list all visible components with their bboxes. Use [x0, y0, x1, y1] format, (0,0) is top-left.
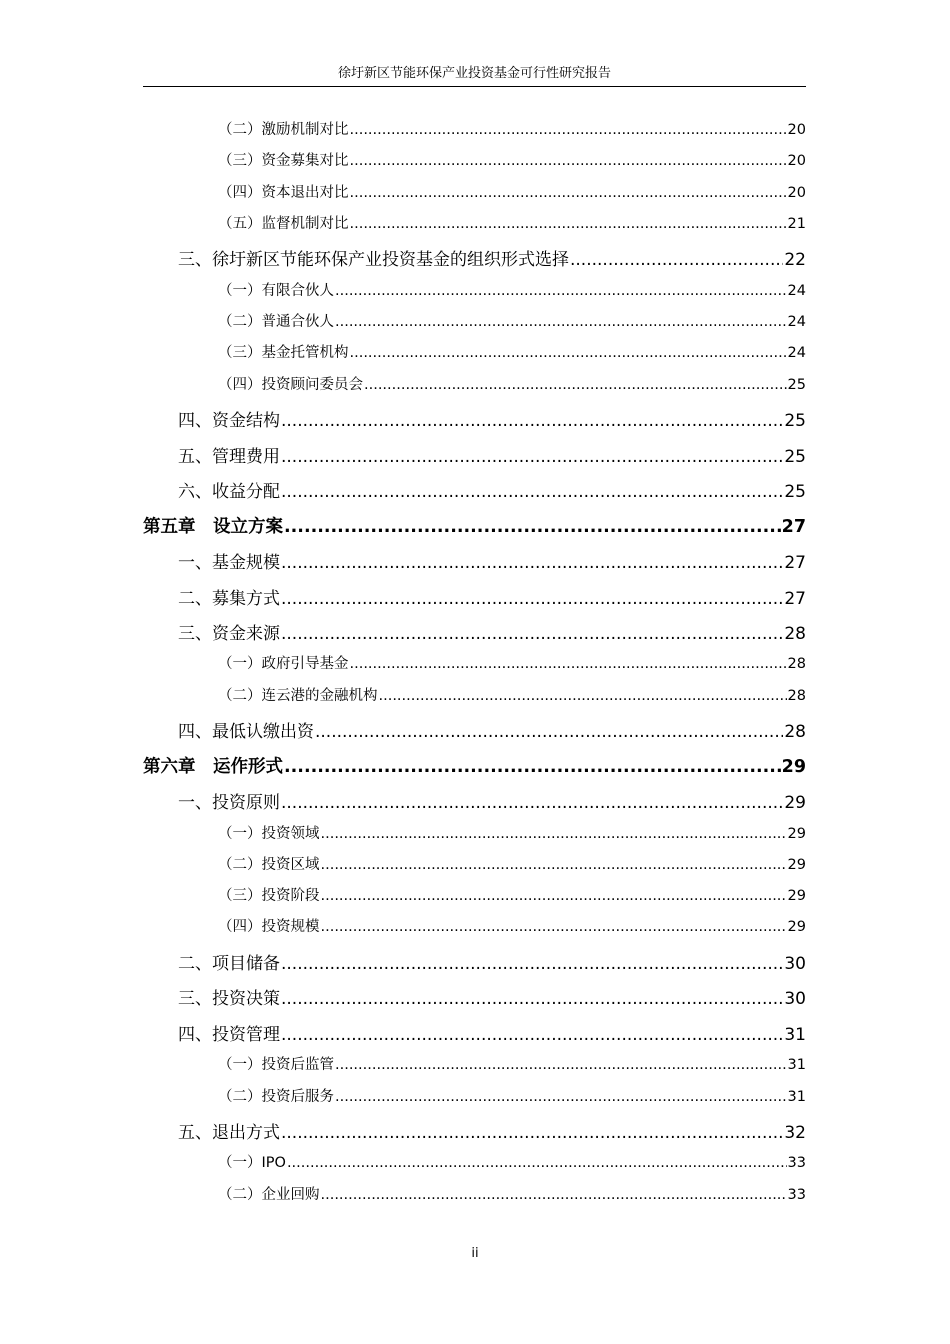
toc-entry-page: 29: [787, 856, 806, 873]
page-number: ii: [471, 1246, 479, 1261]
toc-entry[interactable]: [178, 1020, 806, 1045]
toc-entry-page: 30: [784, 953, 806, 974]
toc-entry-page: 29: [787, 888, 806, 905]
toc-leader-dots: [281, 954, 783, 974]
toc-leader-dots: [281, 553, 783, 573]
toc-entry-page: 31: [787, 1057, 806, 1074]
toc-entry-label: 二、项目储备: [178, 953, 280, 974]
toc-leader-dots: [350, 153, 787, 169]
toc-entry-label: （四）资本退出对比: [218, 184, 349, 201]
report-title: 徐圩新区节能环保产业投资基金可行性研究报告: [337, 66, 611, 81]
toc-entry-label: 三、投资决策: [178, 989, 280, 1010]
toc-entry-label: 五、退出方式: [178, 1122, 280, 1143]
toc-entry-page: 27: [784, 553, 806, 573]
toc-entry-page: 29: [784, 793, 806, 814]
toc-entry-label: （一）IPO: [218, 1155, 286, 1172]
toc-leader-dots: [281, 1123, 783, 1143]
toc-entry-label: 二、募集方式: [178, 588, 280, 609]
toc-entry-page: 24: [787, 345, 806, 362]
toc-entry[interactable]: [218, 373, 806, 394]
toc-leader-dots: [321, 826, 787, 842]
toc-entry-page: 22: [784, 250, 806, 271]
toc-leader-dots: [281, 624, 783, 644]
toc-entry-label: 三、资金来源: [178, 624, 280, 644]
toc-entry[interactable]: [218, 118, 806, 139]
toc-entry-page: 25: [784, 446, 806, 467]
toc-entry[interactable]: [218, 1151, 806, 1172]
toc-entry-page: 33: [787, 1186, 806, 1203]
toc-leader-dots: [281, 989, 783, 1009]
toc-entry-label: （三）投资阶段: [218, 888, 320, 905]
toc-entry-label: 六、收益分配: [178, 482, 280, 502]
toc-entry-page: 27: [784, 588, 806, 609]
toc-leader-dots: [364, 377, 787, 393]
toc-leader-dots: [335, 1089, 787, 1105]
toc-entry[interactable]: [143, 513, 806, 538]
toc-leader-dots: [281, 411, 783, 431]
toc-leader-dots: [315, 722, 783, 742]
toc-entry[interactable]: [218, 1183, 806, 1204]
toc-entry-page: 20: [787, 122, 806, 138]
toc-entry-label: （三）资金募集对比: [218, 153, 349, 170]
toc-entry-label: 一、投资原则: [178, 793, 280, 814]
toc-entry[interactable]: [143, 753, 806, 778]
toc-entry-page: 31: [784, 1024, 806, 1045]
toc-leader-dots: [570, 250, 783, 270]
toc-entry-page: 30: [784, 989, 806, 1010]
toc-leader-dots: [281, 589, 783, 609]
toc-entry[interactable]: [178, 548, 806, 573]
toc-entry[interactable]: [178, 245, 806, 270]
toc-entry-page: 24: [787, 282, 806, 299]
toc-entry-page: 28: [784, 624, 806, 644]
toc-entry-page: 29: [787, 919, 806, 936]
toc-entry[interactable]: [218, 310, 806, 331]
toc-entry[interactable]: [218, 684, 806, 705]
toc-entry-page: 20: [787, 153, 806, 170]
toc-leader-dots: [321, 919, 787, 935]
toc-entry[interactable]: [218, 212, 806, 233]
toc-leader-dots: [284, 757, 781, 777]
toc-leader-dots: [287, 1155, 787, 1171]
toc-entry[interactable]: [218, 822, 806, 843]
toc-entry-label: （二）投资区域: [218, 856, 320, 873]
toc-leader-dots: [335, 1057, 787, 1073]
toc-entry[interactable]: [218, 884, 806, 905]
toc-entry-label: （二）企业回购: [218, 1186, 320, 1203]
toc-entry[interactable]: [178, 984, 806, 1009]
toc-entry-page: 20: [787, 184, 806, 201]
toc-entry-page: 27: [781, 516, 806, 537]
toc-entry-page: 32: [784, 1122, 806, 1143]
toc-entry-page: 28: [784, 722, 806, 743]
toc-leader-dots: [350, 345, 787, 361]
toc-entry[interactable]: [178, 1118, 806, 1143]
toc-leader-dots: [321, 888, 787, 904]
toc-entry-page: 25: [787, 376, 806, 393]
toc-entry[interactable]: [218, 1053, 806, 1074]
toc-leader-dots: [350, 122, 787, 138]
toc-leader-dots: [281, 482, 783, 502]
toc-entry-label: （一）政府引导基金: [218, 656, 349, 673]
toc-entry[interactable]: [218, 915, 806, 936]
toc-entry-label: 第五章 设立方案: [143, 516, 283, 537]
toc-entry-label: （四）投资顾问委员会: [218, 376, 363, 393]
toc-entry-page: 25: [784, 411, 806, 431]
toc-entry-label: 三、徐圩新区节能环保产业投资基金的组织形式选择: [178, 250, 569, 271]
running-header: [143, 64, 806, 87]
toc-entry[interactable]: [218, 149, 806, 170]
toc-entry[interactable]: [178, 477, 806, 502]
toc-leader-dots: [281, 793, 783, 813]
toc-leader-dots: [281, 1025, 783, 1045]
toc-entry[interactable]: [178, 619, 806, 644]
toc-entry[interactable]: [218, 652, 806, 673]
toc-entry[interactable]: [218, 279, 806, 300]
toc-entry-page: 25: [784, 482, 806, 502]
toc-entry-label: （五）监督机制对比: [218, 215, 349, 232]
toc-entry-label: 五、管理费用: [178, 446, 280, 467]
toc-entry-label: （一）投资领域: [218, 825, 320, 842]
toc-entry[interactable]: [178, 788, 806, 813]
toc-leader-dots: [284, 517, 781, 537]
toc-entry-label: （二）投资后服务: [218, 1088, 334, 1105]
toc-leader-dots: [321, 857, 787, 873]
toc-entry-page: 31: [787, 1088, 806, 1105]
toc-entry-page: 29: [781, 756, 806, 777]
toc-entry-label: 四、最低认缴出资: [178, 722, 314, 743]
toc-entry-label: 第六章 运作形式: [143, 756, 283, 777]
toc-entry-page: 24: [787, 314, 806, 330]
toc-entry-label: （二）激励机制对比: [218, 122, 349, 138]
toc-leader-dots: [350, 656, 787, 672]
toc-leader-dots: [379, 688, 787, 704]
toc-entry-label: 四、投资管理: [178, 1024, 280, 1045]
toc-entry-page: 28: [787, 656, 806, 673]
toc-entry[interactable]: [178, 584, 806, 609]
toc-entry[interactable]: [218, 1085, 806, 1106]
toc-entry[interactable]: [178, 406, 806, 431]
toc-leader-dots: [350, 185, 787, 201]
toc-entry[interactable]: [218, 341, 806, 362]
toc-entry[interactable]: [178, 717, 806, 742]
toc-entry-page: 33: [787, 1155, 806, 1172]
toc-leader-dots: [335, 283, 787, 299]
toc-entry[interactable]: [178, 442, 806, 467]
toc-leader-dots: [350, 216, 787, 232]
toc-entry-label: （四）投资规模: [218, 919, 320, 936]
toc-entry-page: 29: [787, 825, 806, 842]
toc-entry[interactable]: [218, 181, 806, 202]
toc-entry-label: 一、基金规模: [178, 553, 280, 573]
toc-entry-label: （三）基金托管机构: [218, 345, 349, 362]
toc-leader-dots: [335, 314, 787, 330]
toc-entry-page: 28: [787, 687, 806, 704]
toc-entry-label: （二）连云港的金融机构: [218, 687, 378, 704]
toc-entry-label: （一）投资后监管: [218, 1057, 334, 1074]
toc-entry-page: 21: [787, 215, 806, 232]
toc-entry-label: 四、资金结构: [178, 411, 280, 431]
toc-entry-label: （二）普通合伙人: [218, 314, 334, 330]
toc-leader-dots: [281, 447, 783, 467]
toc-entry[interactable]: [218, 853, 806, 874]
toc-entry[interactable]: [178, 949, 806, 974]
toc-leader-dots: [321, 1187, 787, 1203]
toc-entry-label: （一）有限合伙人: [218, 282, 334, 299]
